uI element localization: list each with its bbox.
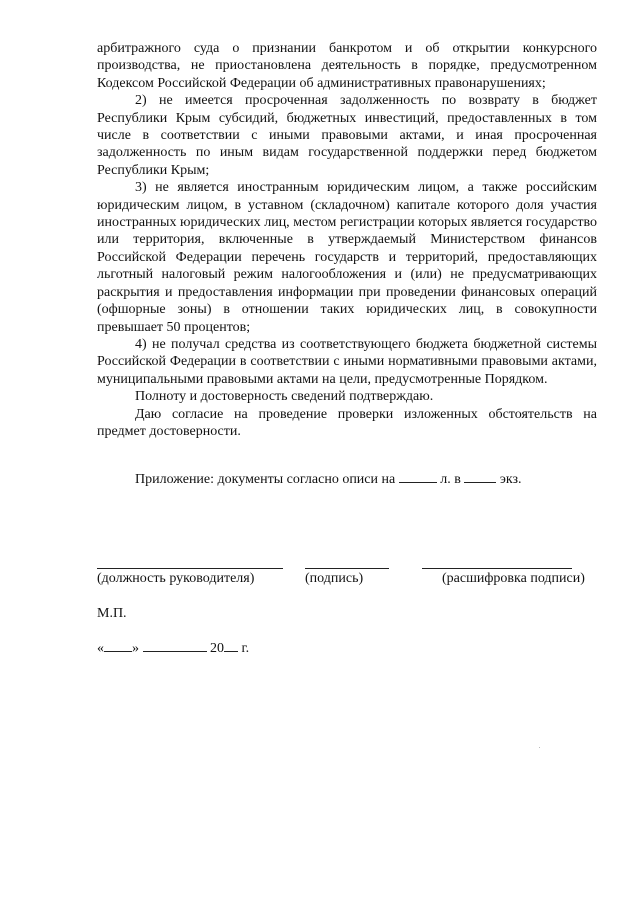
attachment-line bbox=[97, 470, 597, 488]
year-prefix: 20 bbox=[210, 641, 224, 656]
position-line bbox=[97, 568, 283, 569]
pages-blank-field bbox=[399, 470, 437, 483]
consent-text: Даю согласие на проведение проверки изложенных обстоятельств на предмет достоверности. bbox=[97, 406, 597, 439]
document-body bbox=[97, 40, 597, 489]
paragraph-item-3: 3) не является иностранным юридическим лицом, а также российским юридическим лицом, в уставном (складочном) капитале которого доля участия иностранных юридических лиц, местом регистрации которых является государство или территория, включенные в утверждаемый Министерством финансов Российской Федерации перечень государств и территорий, предоставляющих льготный налоговый режим налогообложения и (или) не предусматривающих раскрытия и предоставления информации при проведении финансовых операций (офшорные зоны) в отношении таких юридических лиц, в совокупности превышает 50 процентов; bbox=[97, 180, 597, 335]
paragraph-1-continuation: арбитражного суда о признании банкротом и об открытии конкурсного производства, не приостановлена деятельность в порядке, предусмотренном Кодексом Российской Федерации об административных правонарушениях; bbox=[97, 41, 597, 91]
month-blank-field bbox=[143, 639, 207, 652]
day-blank-field bbox=[104, 639, 132, 652]
year-suffix: г. bbox=[241, 641, 250, 656]
date-line bbox=[97, 639, 249, 657]
signature-lines bbox=[0, 568, 640, 570]
signature-label: (подпись) bbox=[305, 571, 364, 586]
attachment-middle: л. в bbox=[440, 472, 461, 488]
stamp-place-label: М.П. bbox=[97, 606, 127, 621]
decoding-line bbox=[422, 568, 572, 569]
signature-line bbox=[305, 568, 389, 569]
attachment-suffix: экз. bbox=[499, 472, 522, 488]
position-label: (должность руководителя) bbox=[97, 571, 255, 586]
year-blank-field bbox=[224, 639, 238, 652]
attachment-prefix: Приложение: документы согласно описи на bbox=[135, 472, 396, 488]
paragraph-item-4: 4) не получал средства из соответствующего бюджета бюджетной системы Российской Федерации в соответствии с иными нормативными правовыми актами, муниципальными правовыми актами на цели, предусмотренные Порядком. bbox=[97, 336, 597, 387]
copies-blank-field bbox=[464, 470, 496, 483]
date-close-quote: » bbox=[132, 641, 139, 656]
paragraph-item-2: 2) не имеется просроченная задолженность по возврату в бюджет Республики Крым субсидий, бюджетных инвестиций, предоставленных в том числе в соответствии с иными правовыми актами, и иная просроченная задолженность по иным видам государственной поддержки перед бюджетом Республики Крым; bbox=[97, 93, 597, 178]
date-open-quote: « bbox=[97, 641, 104, 656]
confirmation-text: Полноту и достоверность сведений подтверждаю. bbox=[135, 389, 434, 405]
scan-speck bbox=[539, 747, 540, 748]
decoding-label: (расшифровка подписи) bbox=[442, 571, 585, 586]
